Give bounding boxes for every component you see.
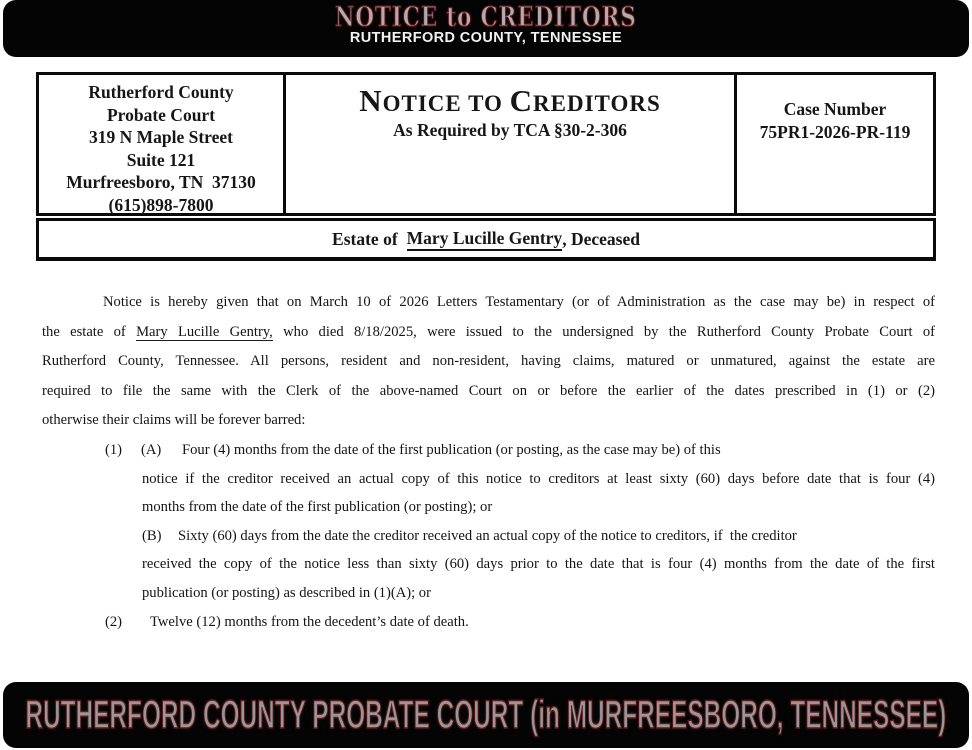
- form-subtitle: As Required by TCA §30-2-306: [393, 120, 627, 140]
- body-line-2: [42, 318, 935, 348]
- court-address-line: Suite 121: [126, 149, 196, 170]
- form-title-cell: [286, 75, 737, 213]
- estate-suffix: , Deceased: [562, 228, 640, 249]
- bottom-banner: [3, 682, 969, 748]
- court-address-line: Probate Court: [106, 104, 216, 125]
- list-marker-1: (1): [105, 441, 123, 458]
- form-title-part: C: [509, 83, 534, 118]
- list-item-1A-line-1: [42, 436, 935, 465]
- body-line-4: required to file the same with the Clerk of the above-named Court on or before the earlier of the dates prescribed in (1) or (2): [42, 382, 935, 399]
- list-marker-2: (2): [105, 613, 123, 630]
- estate-row: [36, 218, 936, 261]
- list-item-2-text: Twelve (12) months from the decedent’s date of death.: [150, 613, 469, 630]
- body-line-5: otherwise their claims will be forever barred:: [42, 412, 306, 429]
- form-title-part: REDITORS: [533, 91, 661, 116]
- top-banner-subtitle: RUTHERFORD COUNTY, TENNESSEE: [349, 30, 623, 46]
- notice-body: [42, 288, 935, 636]
- top-banner-title: NOTICE to CREDITORS: [335, 2, 637, 33]
- body-line-2-suffix: who died 8/18/2025, were issued to the undersigned by the Rutherford County Probate Court of: [272, 323, 935, 340]
- list-marker-A: (A): [141, 441, 162, 458]
- body-line-1: Notice is hereby given that on March 10 of 2026 Letters Testamentary (or of Administration as the case may be) in respect of: [103, 294, 935, 310]
- list-item-1B-text: Sixty (60) days from the date the creditor received an actual copy of the notice to creditors, if the creditor: [178, 527, 797, 544]
- case-number-value: 75PR1-2026-PR-119: [759, 122, 911, 142]
- form-title-part: N: [359, 83, 383, 118]
- estate-prefix: Estate of: [332, 228, 398, 249]
- body-line-3: Rutherford County, Tennessee. All persons, resident and non-resident, having claims, matured or unmatured, against the estate are: [42, 353, 935, 370]
- list-item-2: [42, 608, 935, 637]
- top-banner: [3, 0, 969, 57]
- list-item-1B-line-3: publication (or posting) as described in (1)(A); or: [142, 584, 431, 601]
- bottom-banner-text: RUTHERFORD COUNTY PROBATE COURT (in MURFREESBORO, TENNESSEE): [25, 692, 947, 737]
- list-item-1A-line-2: notice if the creditor received an actual copy of this notice to creditors at least sixty (60) days before date that is four (4): [142, 470, 935, 487]
- list-item-1A-text: Four (4) months from the date of the first publication (or posting, as the case may be) of this: [182, 441, 721, 458]
- list-item-1B-line-2: received the copy of the notice less than sixty (60) days prior to the date that is four (4) months from the date of the first: [142, 556, 935, 573]
- form-title-part: OTICE TO: [382, 91, 510, 116]
- list-marker-B: (B): [142, 527, 162, 544]
- list-item-1A-line-3: months from the date of the first publication (or posting); or: [142, 499, 493, 516]
- court-address-line: Rutherford County: [88, 82, 234, 102]
- header-form: [36, 72, 936, 216]
- court-address-line: (615)898-7800: [108, 194, 214, 215]
- case-number-cell: [737, 75, 933, 213]
- body-line-2-prefix: the estate of: [42, 323, 137, 340]
- court-address-line: Murfreesboro, TN 37130: [66, 172, 256, 192]
- court-address-cell: [39, 75, 286, 213]
- list-item-1B-line-1: [42, 522, 935, 551]
- court-address-line: 319 N Maple Street: [88, 127, 234, 147]
- case-number-label: Case Number: [783, 99, 887, 119]
- decedent-name: Mary Lucille Gentry,: [136, 323, 273, 340]
- estate-name: Mary Lucille Gentry: [407, 228, 563, 251]
- form-title: [286, 83, 734, 119]
